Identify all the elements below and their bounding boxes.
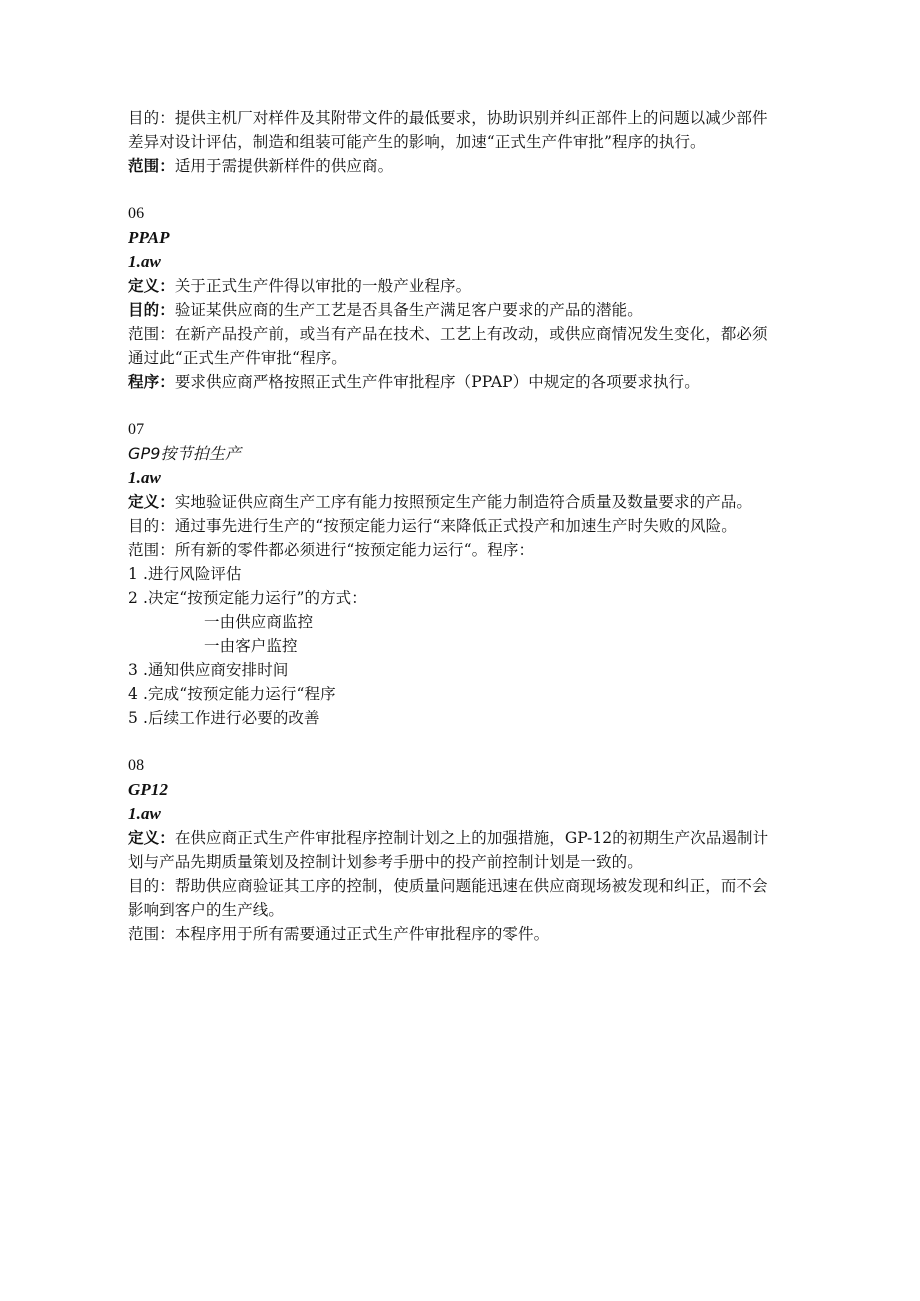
ppap-definition-label: 定义： xyxy=(128,277,175,295)
gp9-scope-text: 所有新的零件都必须进行“按预定能力运行“。程序： xyxy=(174,541,535,559)
gp12-purpose-text-1: 帮助供应商验证其工序的控制，使质量问题能迅速在供应商现场被发现和纠正，而不会 xyxy=(174,877,768,895)
ppap-scope-line-1 xyxy=(128,322,828,346)
gp9-step-3: 3 .通知供应商安排时间 xyxy=(128,661,289,679)
ppap-procedure-label: 程序： xyxy=(128,373,175,391)
gp9-step-2: 2 .决定“按预定能力运行”的方式： xyxy=(128,589,367,607)
intro-scope-line xyxy=(128,154,828,178)
section-title-gp9: GP9按节拍生产 xyxy=(128,444,242,463)
gp9-step-2-sub-1: 一由供应商监控 xyxy=(204,613,314,631)
gp9-step-1: 1 .进行风险评估 xyxy=(128,565,242,583)
section-subtitle-gp12: 1.aw xyxy=(128,804,161,823)
gp9-definition-label: 定义： xyxy=(128,493,175,511)
gp12-definition-text-1: 在供应商正式生产件审批程序控制计划之上的加强措施，GP-12的初期生产次品遏制计 xyxy=(174,829,769,847)
ppap-purpose-label: 目的： xyxy=(128,301,175,319)
intro-scope-text: 适用于需提供新样件的供应商。 xyxy=(174,157,394,175)
gp12-purpose-line-2: 影响到客户的生产线。 xyxy=(128,901,285,919)
gp12-scope-text: 本程序用于所有需要通过正式生产件审批程序的零件。 xyxy=(174,925,550,943)
gp9-step-5: 5 .后续工作进行必要的改善 xyxy=(128,709,320,727)
gp9-purpose-text: 通过事先进行生产的“按预定能力运行“来降低正式投产和加速生产时失败的风险。 xyxy=(174,517,737,535)
section-number-08: 08 xyxy=(128,757,145,774)
intro-purpose-text-1: 提供主机厂对样件及其附带文件的最低要求，协助识别并纠正部件上的问题以减少部件 xyxy=(174,109,768,127)
section-title-gp12: GP12 xyxy=(128,780,169,799)
gp9-definition-text: 实地验证供应商生产工序有能力按照预定生产能力制造符合质量及数量要求的产品。 xyxy=(174,493,753,511)
gp9-scope-line xyxy=(128,538,828,562)
intro-purpose-line-1 xyxy=(128,106,828,130)
document-page xyxy=(128,106,828,946)
intro-purpose-label: 目的： xyxy=(128,109,175,127)
section-number-06: 06 xyxy=(128,205,145,222)
gp9-purpose-label: 目的： xyxy=(128,517,175,535)
ppap-definition-text: 关于正式生产件得以审批的一般产业程序。 xyxy=(174,277,472,295)
ppap-purpose-text: 验证某供应商的生产工艺是否具备生产满足客户要求的产品的潜能。 xyxy=(174,301,643,319)
ppap-scope-label: 范围： xyxy=(128,325,175,343)
ppap-scope-text-1: 在新产品投产前，或当有产品在技术、工艺上有改动，或供应商情况发生变化，都必须 xyxy=(174,325,768,343)
gp9-purpose-line xyxy=(128,514,828,538)
gp12-purpose-line-1 xyxy=(128,874,828,898)
section-title-ppap: PPAP xyxy=(128,228,170,247)
intro-scope-label: 范围： xyxy=(128,157,175,175)
ppap-scope-line-2: 通过此“正式生产件审批“程序。 xyxy=(128,349,347,367)
gp12-definition-line-2: 划与产品先期质量策划及控制计划参考手册中的投产前控制计划是一致的。 xyxy=(128,853,643,871)
ppap-procedure-text: 要求供应商严格按照正式生产件审批程序（PPAP）中规定的各项要求执行。 xyxy=(174,373,700,391)
gp9-definition-line xyxy=(128,490,828,514)
intro-purpose-line-2: 差异对设计评估，制造和组装可能产生的影响，加速“正式生产件审批”程序的执行。 xyxy=(128,133,706,151)
gp12-definition-label: 定义： xyxy=(128,829,175,847)
ppap-procedure-line xyxy=(128,370,828,394)
gp9-scope-label: 范围： xyxy=(128,541,175,559)
gp9-step-2-sub-2: 一由客户监控 xyxy=(204,637,298,655)
ppap-definition-line xyxy=(128,274,828,298)
gp12-scope-label: 范围： xyxy=(128,925,175,943)
section-subtitle-gp9: 1.aw xyxy=(128,468,161,487)
section-number-07: 07 xyxy=(128,421,145,438)
gp12-scope-line xyxy=(128,922,828,946)
gp9-step-4: 4 .完成“按预定能力运行“程序 xyxy=(128,685,336,703)
gp12-purpose-label: 目的： xyxy=(128,877,175,895)
ppap-purpose-line xyxy=(128,298,828,322)
gp12-definition-line-1 xyxy=(128,826,828,850)
section-subtitle-ppap: 1.aw xyxy=(128,252,161,271)
